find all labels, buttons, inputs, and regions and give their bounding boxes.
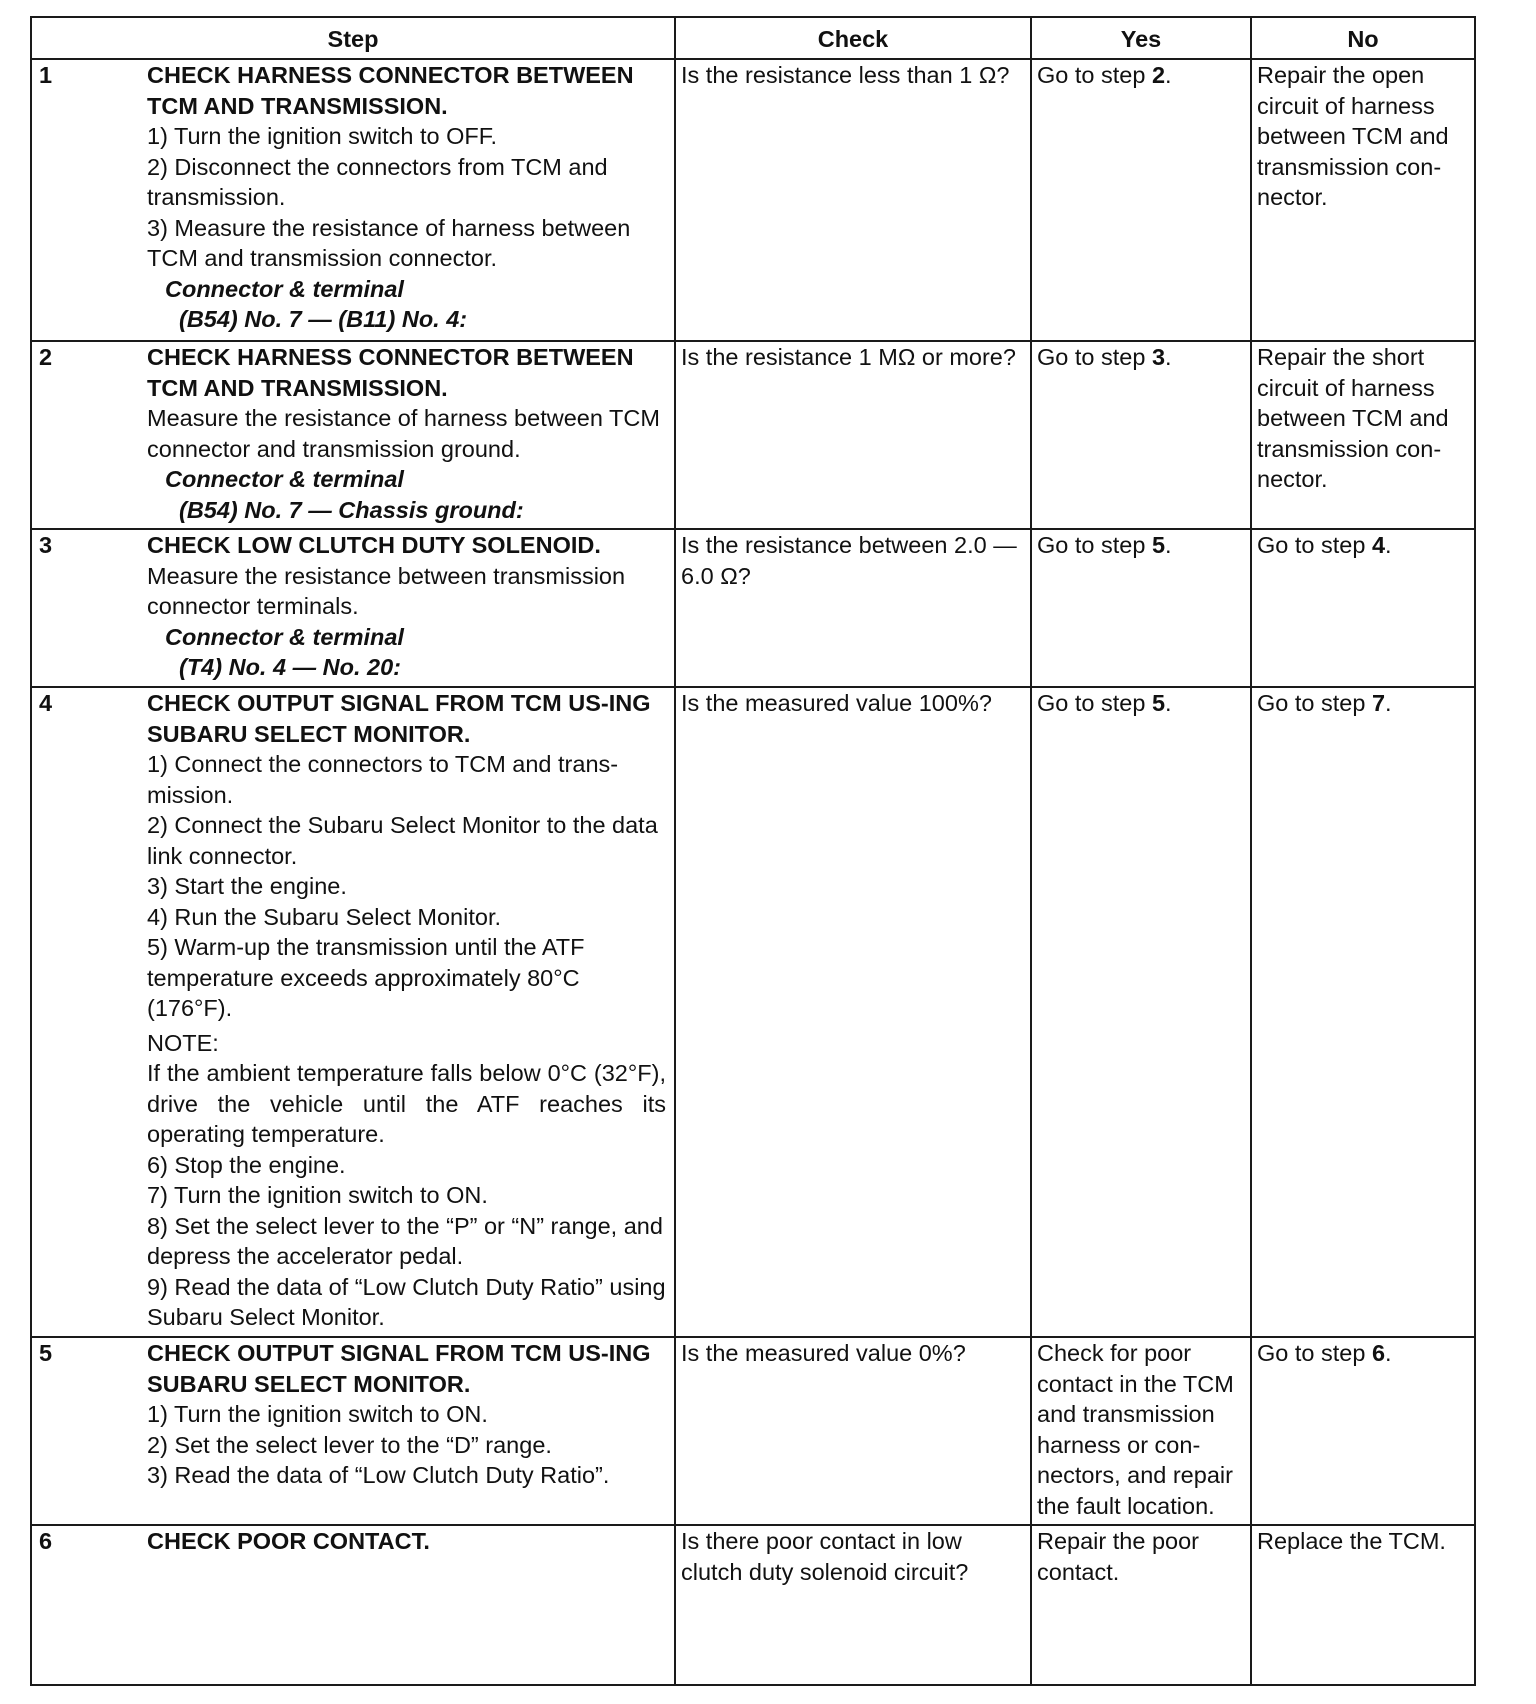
no-cell [1251, 1337, 1475, 1525]
no-cell [1251, 529, 1475, 687]
yes-cell [1031, 341, 1251, 529]
yes-suffix: . [1165, 532, 1172, 558]
yes-step-ref: 5 [1151, 690, 1166, 716]
no-text: Go to step [1257, 532, 1372, 558]
no-cell [1251, 687, 1475, 1337]
yes-cell: Check for poor contact in the TCM and transmission harness or con-nectors, and repair the fault location. [1031, 1337, 1251, 1525]
yes-text: Go to step [1037, 532, 1152, 558]
no-suffix: . [1385, 532, 1392, 558]
note-text: If the ambient temperature falls below 0°C (32°F), drive the vehicle until the ATF reaches its operating temperature. [147, 1060, 666, 1147]
spec-label: Connector & terminal [165, 623, 404, 650]
step-instruction: 8) Set the select lever to the “P” or “N” range, and depress the accelerator pedal. [147, 1212, 663, 1269]
step-instruction: 5) Warm-up the transmission until the ATF temperature exceeds approximately 80°C (176°F). [147, 934, 585, 1021]
step-instruction: 3) Measure the resistance of harness between TCM and transmission connector. [147, 214, 631, 271]
yes-cell: Repair the poor contact. [1031, 1525, 1251, 1685]
step-title: CHECK HARNESS CONNECTOR BETWEEN TCM AND TRANSMISSION. [147, 344, 634, 401]
step-title: CHECK OUTPUT SIGNAL FROM TCM US-ING SUBARU SELECT MONITOR. [147, 1340, 651, 1397]
yes-step-ref: 3 [1151, 344, 1166, 370]
step-instruction: 1) Connect the connectors to TCM and trans-mission. [147, 751, 619, 808]
step-instruction: 9) Read the data of “Low Clutch Duty Ratio” using Subaru Select Monitor. [147, 1273, 666, 1330]
spec-value: (B54) No. 7 — Chassis ground: [179, 496, 524, 523]
check-cell: Is the measured value 100%? [675, 687, 1031, 1337]
header-row [31, 17, 1475, 59]
step-number: 3 [39, 532, 53, 558]
step-title: CHECK LOW CLUTCH DUTY SOLENOID. [147, 532, 601, 558]
step-number: 4 [39, 690, 53, 716]
diagnostic-table [30, 16, 1476, 1686]
yes-cell [1031, 687, 1251, 1337]
yes-suffix: . [1165, 62, 1172, 88]
yes-text: Go to step [1037, 62, 1152, 88]
no-suffix: . [1385, 1340, 1392, 1366]
step-instruction: 2) Disconnect the connectors from TCM and transmission. [147, 153, 608, 210]
yes-cell [1031, 59, 1251, 341]
header-yes: Yes [1031, 17, 1251, 59]
step-instruction: 7) Turn the ignition switch to ON. [147, 1182, 488, 1208]
step-instruction: 4) Run the Subaru Select Monitor. [147, 903, 502, 930]
header-check: Check [675, 17, 1031, 59]
step-number: 2 [39, 344, 53, 370]
step-number: 5 [39, 1340, 53, 1366]
check-cell: Is the resistance 1 MΩ or more? [675, 341, 1031, 529]
no-cell: Repair the short circuit of harness between TCM and transmission con-nector. [1251, 341, 1475, 529]
table-row [31, 1525, 1475, 1685]
spec-value: (T4) No. 4 — No. 20: [179, 654, 401, 680]
step-instruction: 3) Start the engine. [147, 873, 347, 899]
step-cell [31, 529, 675, 687]
header-step: Step [31, 17, 675, 59]
step-instruction: 1) Turn the ignition switch to OFF. [147, 123, 498, 149]
step-instruction: 2) Connect the Subaru Select Monitor to the data link connector. [147, 812, 658, 869]
step-title: CHECK POOR CONTACT. [147, 1528, 430, 1554]
step-cell [31, 59, 675, 341]
yes-suffix: . [1165, 690, 1172, 716]
yes-text: Go to step [1037, 344, 1152, 370]
no-cell: Replace the TCM. [1251, 1525, 1475, 1685]
step-instruction: 1) Turn the ignition switch to ON. [147, 1401, 488, 1427]
check-cell: Is there poor contact in low clutch duty solenoid circuit? [675, 1525, 1031, 1685]
step-cell [31, 687, 675, 1337]
step-instruction: 3) Read the data of “Low Clutch Duty Ratio”. [147, 1462, 610, 1488]
no-suffix: . [1385, 690, 1392, 716]
table-row [31, 687, 1475, 1337]
header-no: No [1251, 17, 1475, 59]
table-row [31, 1337, 1475, 1525]
step-cell [31, 1525, 675, 1685]
spec-value: (B54) No. 7 — (B11) No. 4: [179, 306, 468, 332]
step-cell [31, 1337, 675, 1525]
no-text: Go to step [1257, 690, 1372, 716]
step-instruction: 6) Stop the engine. [147, 1151, 346, 1178]
step-number: 6 [39, 1528, 53, 1554]
yes-cell [1031, 529, 1251, 687]
table-row [31, 341, 1475, 529]
check-cell: Is the resistance between 2.0 — 6.0 Ω? [675, 529, 1031, 687]
step-title: CHECK HARNESS CONNECTOR BETWEEN TCM AND TRANSMISSION. [147, 62, 634, 119]
no-step-ref: 4 [1371, 532, 1386, 558]
no-step-ref: 7 [1371, 690, 1386, 716]
yes-text: Go to step [1037, 690, 1152, 716]
step-instruction: Measure the resistance between transmission connector terminals. [147, 562, 626, 619]
yes-step-ref: 5 [1151, 532, 1166, 558]
yes-step-ref: 2 [1151, 62, 1166, 88]
check-cell: Is the resistance less than 1 Ω? [675, 59, 1031, 341]
no-text: Go to step [1257, 1340, 1372, 1366]
note-label: NOTE: [147, 1029, 219, 1056]
spec-label: Connector & terminal [165, 466, 404, 492]
no-step-ref: 6 [1371, 1340, 1386, 1366]
yes-suffix: . [1165, 344, 1172, 370]
table-row [31, 529, 1475, 687]
table-row [31, 59, 1475, 341]
check-cell: Is the measured value 0%? [675, 1337, 1031, 1525]
step-instruction: Measure the resistance of harness between TCM connector and transmission ground. [147, 405, 660, 462]
step-title: CHECK OUTPUT SIGNAL FROM TCM US-ING SUBARU SELECT MONITOR. [147, 690, 651, 747]
no-cell: Repair the open circuit of harness between TCM and transmission con-nector. [1251, 59, 1475, 341]
step-cell [31, 341, 675, 529]
step-number: 1 [39, 62, 53, 88]
spec-label: Connector & terminal [165, 275, 404, 302]
step-instruction: 2) Set the select lever to the “D” range. [147, 1431, 552, 1458]
